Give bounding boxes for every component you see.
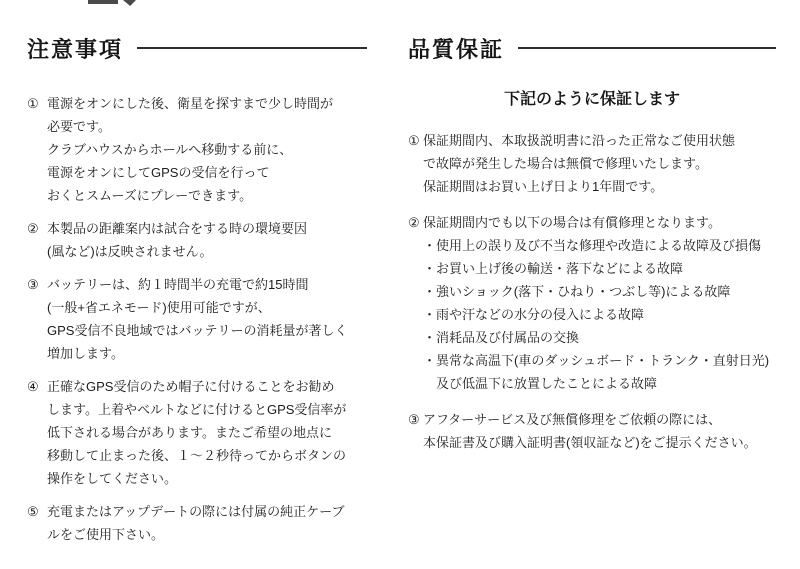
item-number: ① [408,133,420,148]
item-text [47,500,367,546]
text-line: 保証期間内、本取扱説明書に沿った正常なご使用状態 [423,133,736,148]
item-text [47,375,367,490]
list-item [27,375,367,490]
heading-rule [137,47,367,49]
text-line: 本製品の距離案内は試合をする時の環境要因 [47,221,308,236]
text-line: 充電またはアップデートの際には付属の純正ケーブ [47,504,345,519]
warranty-heading-row [408,33,776,63]
item-text [47,92,367,207]
warranty-heading: 品質保証 [408,36,505,62]
precautions-list [27,92,367,546]
text-line: 操作をしてください。 [47,471,178,486]
text-line: (一般+省エネモード)使用可能ですが、 [47,300,271,315]
text-line: 低下される場合があります。またご希望の地点に [47,425,332,440]
item-text [423,129,776,198]
text-line: バッテリーは、約１時間半の充電で約15時間 [47,277,309,292]
list-item [408,211,776,395]
text-line: ・強いショック(落下・ひねり・つぶし等)による故障 [423,284,731,299]
item-number: ② [408,215,420,230]
item-number: ⑤ [27,504,39,519]
warranty-section [408,33,776,467]
text-line: 保証期間内でも以下の場合は有償修理となります。 [423,215,721,230]
precautions-heading: 注意事項 [27,36,124,62]
text-line: ルをご使用下さい。 [47,527,165,542]
text-line: 本保証書及び購入証明書(領収証など)をご提示ください。 [423,435,757,450]
text-line: 電源をオンにした後、衛星を探すまで少し時間が [47,96,334,111]
text-line: 移動して止まった後、１～２秒待ってからボタンの [47,448,347,463]
list-item [27,500,367,546]
precautions-section [27,33,367,556]
cutoff-text-fragment [88,0,118,4]
text-line: 保証期間はお買い上げ日より1年間です。 [423,179,664,194]
heading-rule [518,47,776,49]
item-text [47,217,367,263]
item-number: ② [27,221,39,236]
warranty-subheading: 下記のように保証します [503,91,680,108]
text-line: で故障が発生した場合は無償で修理いたします。 [423,156,708,171]
text-line: ・異常な高温下(車のダッシュボード・トランク・直射日光) [423,353,770,368]
text-line: 及び低温下に放置したことによる故障 [423,376,658,391]
list-item [27,92,367,207]
list-item [408,129,776,198]
text-line: クラブハウスからホールへ移動する前に、 [47,142,293,157]
text-line: 電源をオンにしてGPSの受信を行って [47,165,270,180]
text-line: 必要です。 [47,119,111,134]
text-line: (風など)は反映されません。 [47,244,213,259]
text-line: 増加します。 [47,346,124,361]
cutoff-text-fragment [123,0,136,6]
text-line: 正確なGPS受信のため帽子に付けることをお勧め [47,379,335,394]
item-number: ③ [27,277,39,292]
warranty-list [408,129,776,454]
text-line: ・消耗品及び付属品の交換 [423,330,580,345]
item-number: ④ [27,379,39,394]
text-line: アフターサービス及び無償修理をご依頼の際には、 [423,412,722,427]
text-line: します。上着やベルトなどに付けるとGPS受信率が [47,402,347,417]
list-item [27,217,367,263]
item-number: ③ [408,412,420,427]
text-line: おくとスムーズにプレーできます。 [47,188,253,203]
text-line: ・雨や汗などの水分の侵入による故障 [423,307,645,322]
text-line: ・使用上の誤り及び不当な修理や改造による故障及び損傷 [423,238,762,253]
text-line: ・お買い上げ後の輸送・落下などによる故障 [423,261,684,276]
list-item [27,273,367,365]
text-line: GPS受信不良地域ではバッテリーの消耗量が著しく [47,323,348,338]
precautions-heading-row [27,33,367,63]
item-number: ① [27,96,39,111]
item-text [423,408,776,454]
item-text [423,211,776,395]
list-item [408,408,776,454]
item-text [47,273,367,365]
